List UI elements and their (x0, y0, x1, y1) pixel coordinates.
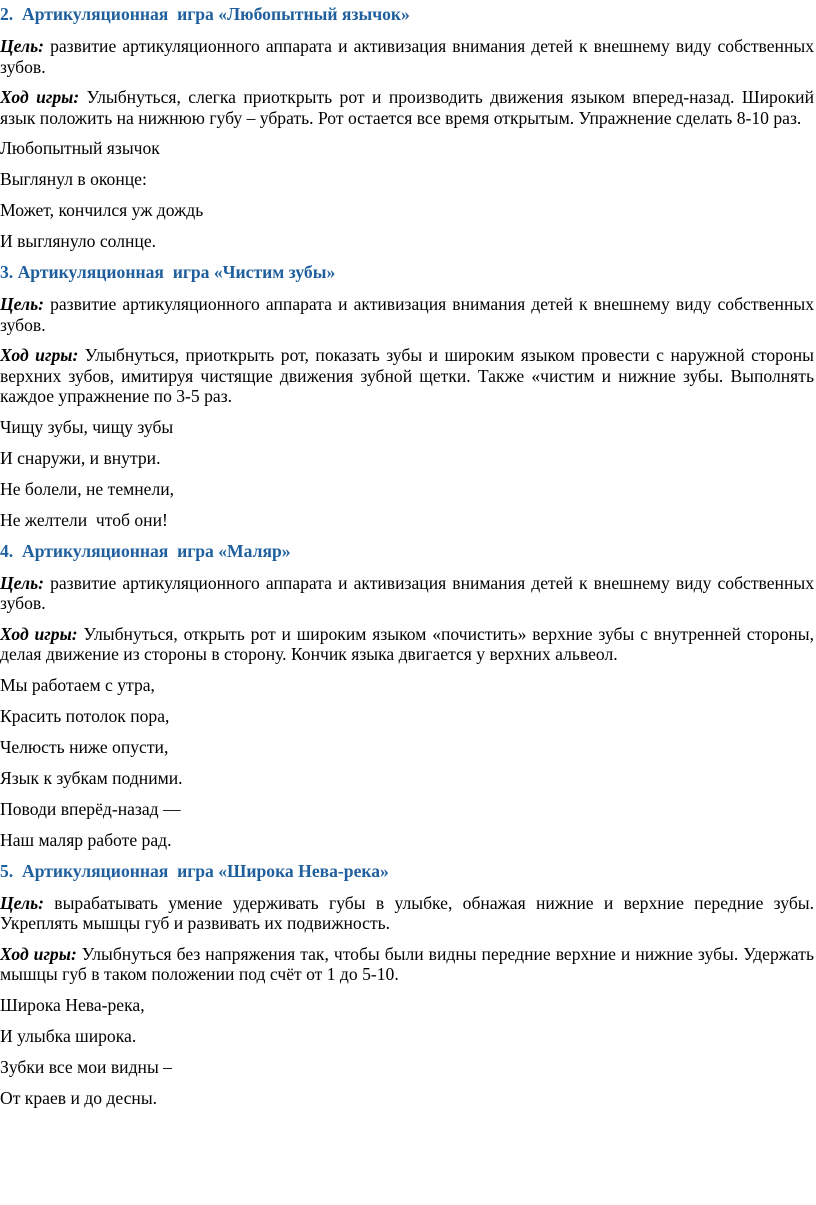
goal-label: Цель: (0, 892, 44, 913)
goal-paragraph (0, 893, 814, 934)
goal-text: развитие артикуляционного аппарата и активизация внимания детей к внешнему виду собственных зубов. (0, 294, 814, 335)
verse-line: Может, кончился уж дождь (0, 200, 204, 220)
goal-paragraph (0, 36, 814, 77)
section-brush-teeth (0, 262, 814, 530)
section-painter (0, 541, 814, 850)
verse-line: Выглянул в оконце: (0, 169, 147, 189)
goal-label: Цель: (0, 572, 44, 593)
verse-line: Не желтели чтоб они! (0, 509, 168, 530)
verse-line: И снаружи, и внутри. (0, 447, 161, 468)
verse-line: Поводи вперёд-назад — (0, 798, 181, 819)
goal-paragraph (0, 573, 814, 614)
procedure-paragraph (0, 345, 814, 407)
procedure-label: Ход игры: (0, 943, 77, 964)
verse-line: И выглянуло солнце. (0, 231, 157, 251)
section-curious-tongue (0, 4, 814, 251)
section-heading: 3. Артикуляционная игра «Чистим зубы» (0, 262, 336, 282)
procedure-text: Улыбнуться, приоткрыть рот, показать зубы и широким языком провести с наружной стороны верхних зубов, имитируя чистящие движения зубной щетки. Также «чистим и нижние зубы. Выполнять каждое упражнение по 3-5 раз. (0, 345, 814, 406)
verse-line: Зубки все мои видны – (0, 1056, 172, 1077)
verse-line: От краев и до десны. (0, 1087, 158, 1108)
verse-line: Любопытный язычок (0, 138, 160, 158)
verse-line: Язык к зубкам подними. (0, 767, 183, 788)
procedure-text: Улыбнуться без напряжения так, чтобы были видны передние верхние и нижние зубы. Удержать мышцы губ в таком положении под счёт от 1 до 5-10. (0, 943, 814, 984)
procedure-label: Ход игры: (0, 623, 78, 644)
procedure-text: Улыбнуться, открыть рот и широким языком «почистить» верхние зубы с внутренней стороны, делая движение из стороны в сторону. Кончик языка двигается у верхних альвеол. (0, 623, 815, 664)
verse-line: Красить потолок пора, (0, 705, 170, 726)
verse-line: Наш маляр работе рад. (0, 829, 172, 850)
verse-line: Мы работаем с утра, (0, 674, 155, 695)
goal-text: развитие артикуляционного аппарата и активизация внимания детей к внешнему виду собственных зубов. (0, 572, 814, 613)
verse-line: Челюсть ниже опусти, (0, 736, 169, 757)
procedure-label: Ход игры: (0, 87, 80, 107)
goal-label: Цель: (0, 36, 44, 56)
goal-label: Цель: (0, 294, 44, 314)
procedure-paragraph (0, 944, 814, 985)
verse-line: Чищу зубы, чищу зубы (0, 416, 174, 437)
verse-line: Не болели, не темнели, (0, 478, 175, 499)
procedure-paragraph (0, 87, 814, 128)
procedure-paragraph (0, 624, 814, 665)
section-wide-neva (0, 861, 814, 1108)
section-heading: 4. Артикуляционная игра «Маляр» (0, 540, 291, 561)
goal-text: развитие артикуляционного аппарата и активизация внимания детей к внешнему виду собственных зубов. (0, 36, 814, 77)
verse-line: Широка Нева-река, (0, 994, 145, 1015)
section-heading: 5. Артикуляционная игра «Широка Нева-река» (0, 860, 389, 881)
procedure-label: Ход игры: (0, 345, 79, 365)
procedure-text: Улыбнуться, слегка приоткрыть рот и производить движения языком вперед-назад. Широкий язык положить на нижнюю губу – убрать. Рот остается все время открытым. Упражнение сделать 8-10 раз. (0, 87, 814, 128)
verse-line: И улыбка широка. (0, 1025, 137, 1046)
goal-paragraph (0, 294, 814, 335)
goal-text: вырабатывать умение удерживать губы в улыбке, обнажая нижние и верхние передние зубы. Укреплять мышцы губ и развивать их подвижность. (0, 892, 814, 933)
section-heading: 2. Артикуляционная игра «Любопытный язычок» (0, 4, 410, 24)
